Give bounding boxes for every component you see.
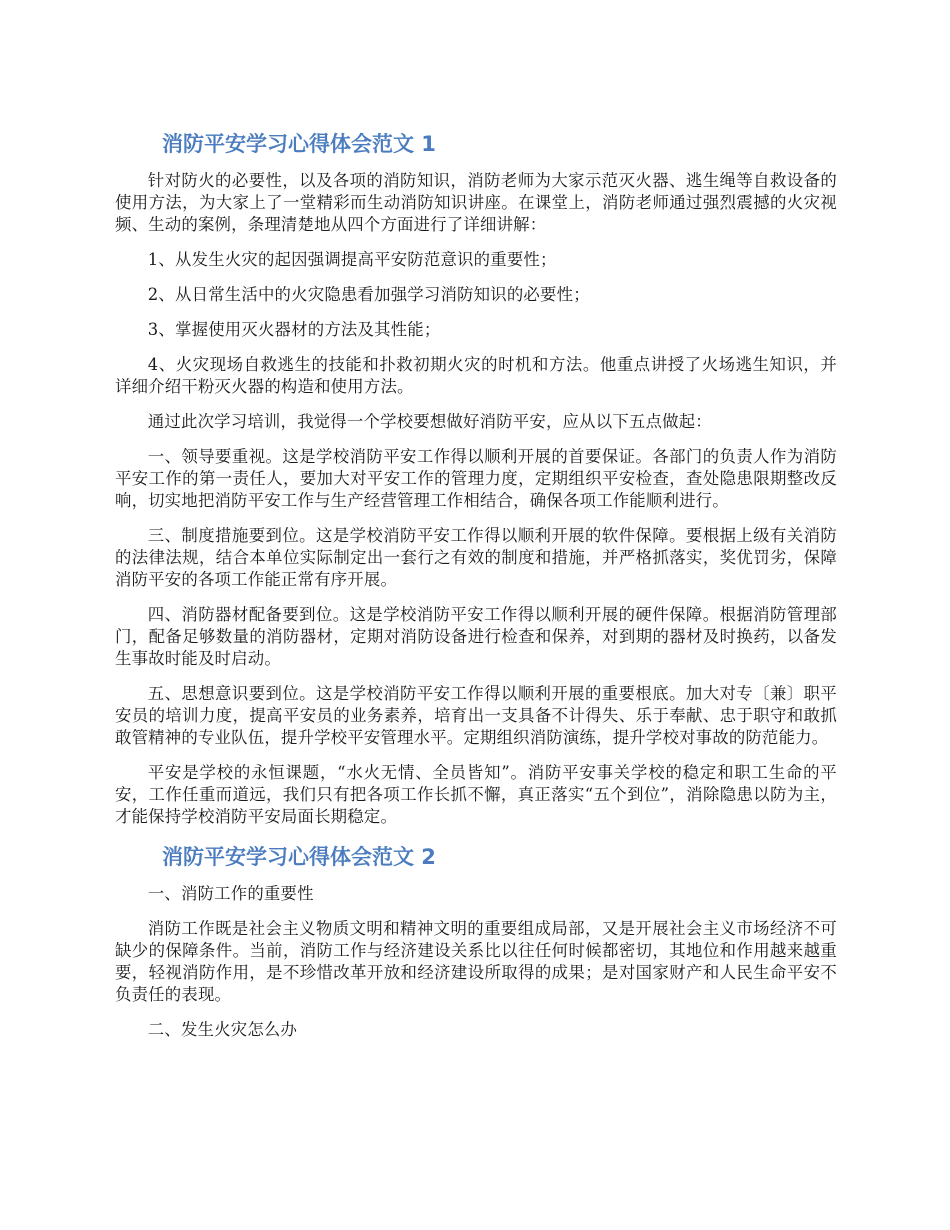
document-body: [115, 128, 837, 1054]
section-1-conclusion: 平安是学校的永恒课题，“水火无情、全员皆知”。消防平安事关学校的稳定和职工生命的平安，工作任重而道远，我们只有把各项工作长抓不懈，真正落实“五个到位”，消除隐患以防为主，才能保持学校消防平安局面长期稳定。: [115, 763, 837, 826]
section-1-paragraph: 针对防火的必要性，以及各项的消防知识，消防老师为大家示范灭火器、逃生绳等自救设备的使用方法，为大家上了一堂精彩而生动消防知识讲座。在课堂上，消防老师通过强烈震撼的火灾视频、生动的案例，条理清楚地从四个方面进行了详细讲解：: [115, 171, 837, 234]
section-1-point-equipment: 四、消防器材配备要到位。这是学校消防平安工作得以顺利开展的硬件保障。根据消防管理部门，配备足够数量的消防器材，定期对消防设备进行检查和保养，对到期的器材及时换药，以备发生事故时能及时启动。: [115, 605, 837, 668]
section-2-subheading-1: 一、消防工作的重要性: [147, 884, 314, 903]
section-1-paragraph: 通过此次学习培训，我觉得一个学校要想做好消防平安，应从以下五点做起：: [147, 412, 712, 431]
section-1-list-item-1: 1、从发生火灾的起因强调提高平安防范意识的重要性；: [147, 250, 557, 269]
section-2-paragraph: 消防工作既是社会主义物质文明和精神文明的重要组成局部，又是开展社会主义市场经济不可缺少的保障条件。当前，消防工作与经济建设关系比以往任何时候都密切，其地位和作用越来越重要，轻视消防作用，是不珍惜改革开放和经济建设所取得的成果；是对国家财产和人民生命平安不负责任的表现。: [115, 919, 837, 1004]
section-1-point-leadership: 一、领导要重视。这是学校消防平安工作得以顺利开展的首要保证。各部门的负责人作为消防平安工作的第一责任人，要加大对平安工作的管理力度，定期组织平安检查，查处隐患限期整改反响，切实地把消防平安工作与生产经营管理工作相结合，确保各项工作能顺利进行。: [115, 447, 837, 510]
section-1-point-system: 三、制度措施要到位。这是学校消防平安工作得以顺利开展的软件保障。要根据上级有关消防的法律法规，结合本单位实际制定出一套行之有效的制度和措施，并严格抓落实，奖优罚劣，保障消防平安的各项工作能正常有序开展。: [115, 526, 837, 589]
section-1-title: 消防平安学习心得体会范文 1: [162, 132, 436, 156]
section-1-list-item-3: 3、掌握使用灭火器材的方法及其性能；: [147, 320, 441, 339]
section-1-list-item-4: 4、火灾现场自救逃生的技能和扑救初期火灾的时机和方法。他重点讲授了火场逃生知识，并详细介绍干粉灭火器的构造和使用方法。: [115, 355, 837, 396]
section-2-subheading-2: 二、发生火灾怎么办: [147, 1020, 298, 1039]
section-1-list-item-2: 2、从日常生活中的火灾隐患看加强学习消防知识的必要性；: [147, 285, 590, 304]
section-2-title: 消防平安学习心得体会范文 2: [162, 845, 436, 869]
section-1-point-awareness: 五、思想意识要到位。这是学校消防平安工作得以顺利开展的重要根底。加大对专〔兼〕职平安员的培训力度，提高平安员的业务素养，培育出一支具备不计得失、乐于奉献、忠于职守和敢抓敢管精神的专业队伍，提升学校平安管理水平。定期组织消防演练，提升学校对事故的防范能力。: [115, 684, 837, 747]
